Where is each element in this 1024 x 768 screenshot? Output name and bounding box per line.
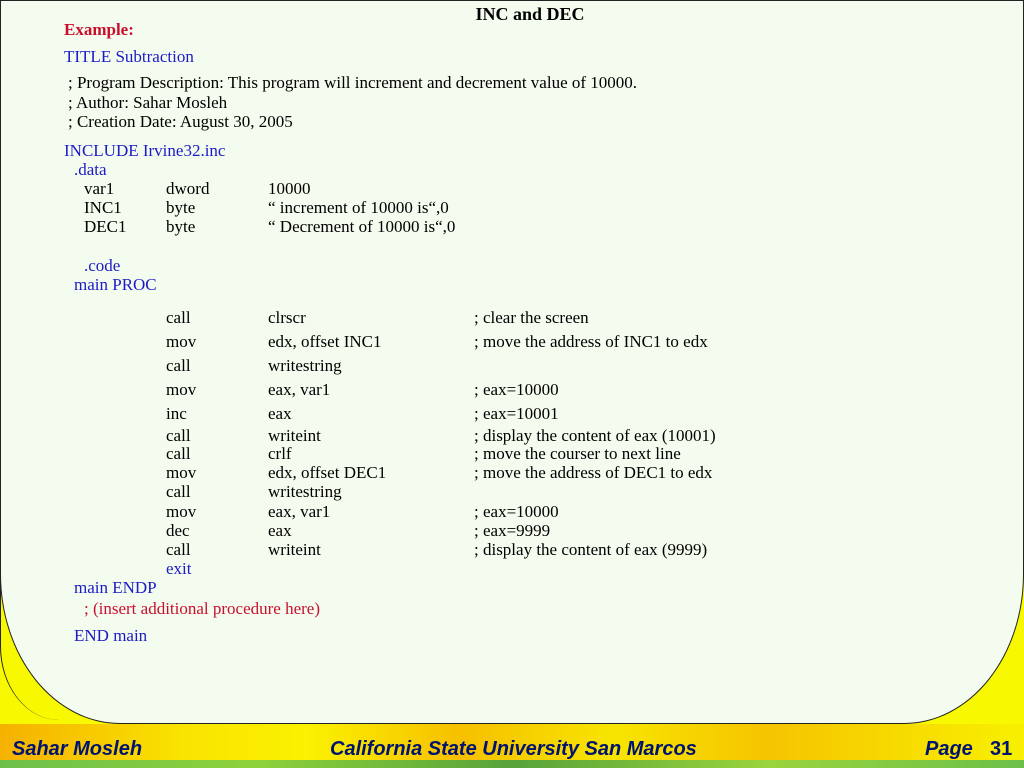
instruction-op: mov bbox=[166, 332, 197, 351]
instruction-op: mov bbox=[166, 463, 197, 482]
instruction-comment: ; display the content of eax (10001) bbox=[474, 426, 716, 445]
data-row-name: DEC1 bbox=[84, 217, 127, 236]
slide-title: INC and DEC bbox=[475, 4, 585, 24]
data-section-label: .data bbox=[74, 160, 107, 179]
instruction-op: call bbox=[166, 540, 191, 559]
instruction-op: call bbox=[166, 356, 191, 375]
instruction-op: call bbox=[166, 444, 191, 463]
instruction-arg: eax bbox=[268, 404, 292, 423]
main-endp-label: main ENDP bbox=[74, 578, 157, 597]
instruction-op: call bbox=[166, 426, 191, 445]
instruction-arg: edx, offset INC1 bbox=[268, 332, 382, 351]
code-section-label: .code bbox=[84, 256, 121, 275]
instruction-arg: eax bbox=[268, 521, 292, 540]
data-row-value: 10000 bbox=[268, 179, 311, 198]
instruction-comment: ; eax=9999 bbox=[474, 521, 551, 540]
instruction-comment: ; eax=10000 bbox=[474, 502, 559, 521]
instruction-op: call bbox=[166, 308, 191, 327]
data-row-name: INC1 bbox=[84, 198, 122, 217]
instruction-op: mov bbox=[166, 380, 197, 399]
creation-date-comment: ; Creation Date: August 30, 2005 bbox=[68, 112, 293, 131]
data-row-value: “ increment of 10000 is“,0 bbox=[268, 198, 449, 217]
include-directive: INCLUDE Irvine32.inc bbox=[64, 141, 226, 160]
description-comment: ; Program Description: This program will increment and decrement value of 10000. bbox=[68, 73, 638, 92]
instruction-op: dec bbox=[166, 521, 190, 540]
instruction-arg: writestring bbox=[268, 356, 342, 375]
instruction-comment: ; display the content of eax (9999) bbox=[474, 540, 708, 559]
instruction-arg: eax, var1 bbox=[268, 380, 331, 399]
instruction-op: call bbox=[166, 482, 191, 501]
data-row-type: byte bbox=[166, 217, 196, 236]
example-label: Example: bbox=[64, 20, 134, 39]
insert-procedure-comment: ; (insert additional procedure here) bbox=[84, 599, 321, 618]
instruction-comment: ; eax=10000 bbox=[474, 380, 559, 399]
instruction-arg: clrscr bbox=[268, 308, 306, 327]
instruction-comment: ; eax=10001 bbox=[474, 404, 559, 423]
footer-author: Sahar Mosleh bbox=[12, 738, 143, 760]
title-directive: TITLE Subtraction bbox=[64, 47, 194, 66]
instruction-arg: edx, offset DEC1 bbox=[268, 463, 387, 482]
instruction-arg: writeint bbox=[268, 540, 321, 559]
main-proc-label: main PROC bbox=[74, 275, 157, 294]
data-row-type: byte bbox=[166, 198, 196, 217]
instruction-op: inc bbox=[166, 404, 187, 423]
footer-university: California State University San Marcos bbox=[330, 738, 697, 760]
instruction-arg: eax, var1 bbox=[268, 502, 331, 521]
instruction-comment: ; clear the screen bbox=[474, 308, 589, 327]
author-comment: ; Author: Sahar Mosleh bbox=[68, 93, 228, 112]
data-row-value: “ Decrement of 10000 is“,0 bbox=[268, 217, 456, 236]
exit-instruction: exit bbox=[166, 559, 192, 578]
instruction-comment: ; move the address of DEC1 to edx bbox=[474, 463, 713, 482]
instruction-arg: writeint bbox=[268, 426, 321, 445]
instruction-op: mov bbox=[166, 502, 197, 521]
end-main-label: END main bbox=[74, 626, 148, 645]
instruction-comment: ; move the courser to next line bbox=[474, 444, 681, 463]
instruction-arg: crlf bbox=[268, 444, 292, 463]
data-row-name: var1 bbox=[84, 179, 115, 198]
data-row-type: dword bbox=[166, 179, 210, 198]
instruction-arg: writestring bbox=[268, 482, 342, 501]
footer-strip bbox=[0, 760, 1024, 768]
footer-page-number: 31 bbox=[990, 738, 1013, 760]
instruction-comment: ; move the address of INC1 to edx bbox=[474, 332, 708, 351]
footer-page-label: Page bbox=[925, 738, 973, 760]
